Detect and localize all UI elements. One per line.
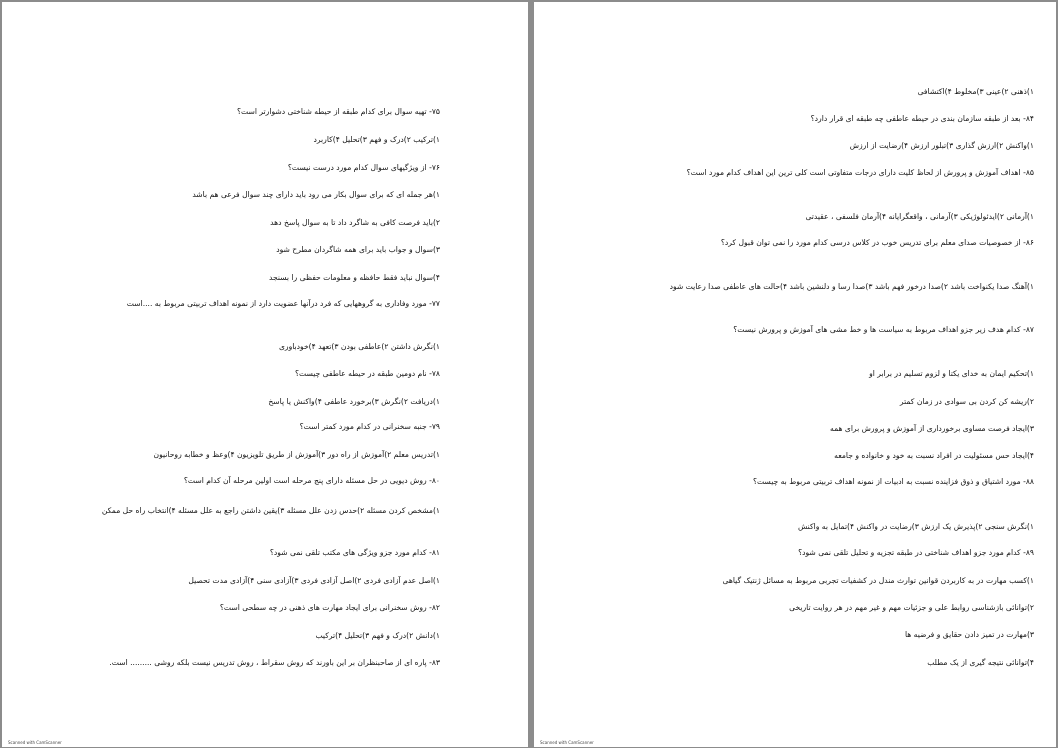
question-78: ۷۸- نام دومین طبقه در حیطه عاطفی چیست؟ [294, 369, 440, 378]
option-76-1: ۱)هر جمله ای که برای سوال بکار می رود باید دارای چند سوال فرعی هم باشد [192, 190, 440, 199]
option-89-3: ۳)مهارت در تمیز دادن حقایق و فرضیه ها [904, 630, 1034, 639]
question-81: ۸۱- کدام مورد جزو ویژگی های مکتب تلقی نمی شود؟ [269, 548, 440, 557]
right-page [534, 2, 1056, 747]
option-87-4: ۴)ایجاد حس مسئولیت در افراد نسبت به خود و خانواده و جامعه [834, 451, 1034, 460]
options-75: ۱)ترکیب ۲)درک و فهم ۳)تحلیل ۴)کاربرد [313, 135, 440, 144]
question-85: ۸۵- اهداف آموزش و پرورش از لحاظ کلیت دارای درجات متفاوتی است کلی ترین این اهداف کدام مورد است؟ [686, 168, 1034, 177]
question-86: ۸۶- از خصوصیات صدای معلم برای تدریس خوب در کلاس درسی کدام مورد را نمی توان قبول کرد؟ [720, 238, 1034, 247]
question-79: ۷۹- جنبه سخنرانی در کدام مورد کمتر است؟ [299, 422, 440, 431]
scanner-footer: Scanned with CamScanner [8, 740, 62, 745]
options-83: ۱)ذهنی ۲)عینی ۳)مخلوط ۴)اکتشافی [917, 87, 1034, 96]
question-77: ۷۷- مورد وفاداری به گروههایی که فرد درآنها عضویت دارد از نمونه اهداف تربیتی مربوط به ....است [126, 299, 440, 308]
options-81: ۱)اصل عدم آزادی فردی ۲)اصل آزادی فردی ۳)آزادی سنی ۴)آزادی مدت تحصیل [188, 576, 440, 585]
options-85: ۱)آرمانی ۲)ایدئولوژیکی ۳)آرمانی ، واقعگرایانه ۴)آرمان فلسفی ، عقیدتی [805, 212, 1034, 221]
question-87: ۸۷- کدام هدف زیر جزو اهداف مربوط به سیاست ها و خط مشی های آموزش و پرورش نیست؟ [733, 325, 1034, 334]
option-89-1: ۱)کسب مهارت در به کاربردن قوانین توارث مندل در کشفیات تجربی مربوط به مسائل ژنتیک گیاهی [722, 576, 1034, 585]
question-83: ۸۳- پاره ای از صاحبنظران بر این باورند که روش سقراط ، روش تدریس نیست بلکه روشی ......... است. [109, 658, 440, 667]
question-82: ۸۲- روش سخنرانی برای ایجاد مهارت های ذهنی در چه سطحی است؟ [219, 603, 440, 612]
options-82: ۱)دانش ۲)درک و فهم ۳)تحلیل ۴)ترکیب [315, 631, 440, 640]
option-76-3: ۳)سوال و جواب باید برای همه شاگردان مطرح شود [276, 245, 440, 254]
question-76: ۷۶- از ویژگیهای سوال کدام مورد درست نیست؟ [287, 163, 440, 172]
option-87-3: ۳)ایجاد فرصت مساوی برخورداری از آموزش و پرورش برای همه [830, 424, 1034, 433]
option-76-4: ۴)سوال نباید فقط حافظه و معلومات حفظی را بسنجد [268, 273, 440, 282]
options-79: ۱)تدریس معلم ۲)آموزش از راه دور ۳)آموزش از طریق تلویزیون ۴)وعظ و خطابه روحانیون [153, 450, 440, 459]
option-87-2: ۲)ریشه کن کردن بی سوادی در زمان کمتر [899, 397, 1034, 406]
option-89-2: ۲)توانائی بازشناسی روابط علی و جزئیات مهم و غیر مهم در هر روایت تاریخی [789, 603, 1034, 612]
options-78: ۱)دریافت ۲)نگرش ۳)برخورد عاطفی ۴)واکنش یا پاسخ [268, 397, 440, 406]
options-88: ۱)نگرش سنجی ۲)پذیرش یک ارزش ۳)رضایت در واکنش ۴)تمایل به واکنش [798, 522, 1034, 531]
question-75: ۷۵- تهیه سوال برای کدام طبقه از حیطه شناختی دشوارتر است؟ [236, 107, 440, 116]
options-84: ۱)واکنش ۲)ارزش گذاری ۳)تبلور ارزش ۴)رضایت از ارزش [849, 141, 1034, 150]
question-89: ۸۹- کدام مورد جزو اهداف شناختی در طبقه تجزیه و تحلیل تلقی نمی شود؟ [798, 548, 1034, 557]
options-86: ۱)آهنگ صدا یکنواخت باشد ۲)صدا درخور فهم باشد ۳)صدا رسا و دلنشین باشد ۴)حالت های عاطفی صدا رعایت شود [669, 282, 1034, 291]
options-77: ۱)نگرش داشتن ۲)عاطفی بودن ۳)تعهد ۴)خودباوری [278, 342, 440, 351]
option-89-4: ۴)توانائی نتیجه گیری از یک مطلب [927, 658, 1034, 667]
scanner-footer: Scanned with CamScanner [540, 740, 594, 745]
question-80: ۸۰- روش دیویی در حل مسئله دارای پنج مرحله است اولین مرحله آن کدام است؟ [183, 476, 440, 485]
question-84: ۸۴- بعد از طبقه سازمان بندی در حیطه عاطفی چه طبقه ای قرار دارد؟ [810, 114, 1034, 123]
options-80: ۱)مشخص کردن مسئله ۲)حدس زدن علل مسئله ۳)یقین داشتن راجع به علل مسئله ۴)انتخاب راه حل ممکن [101, 506, 440, 515]
left-page [2, 2, 528, 747]
question-88: ۸۸- مورد اشتیاق و ذوق فزاینده نسبت به ادبیات از نمونه اهداف تربیتی مربوط به چیست؟ [752, 477, 1034, 486]
option-76-2: ۲)باید فرصت کافی به شاگرد داد تا به سوال پاسخ دهد [270, 218, 440, 227]
option-87-1: ۱)تحکیم ایمان به خدای یکتا و لزوم تسلیم در برابر او [869, 369, 1034, 378]
